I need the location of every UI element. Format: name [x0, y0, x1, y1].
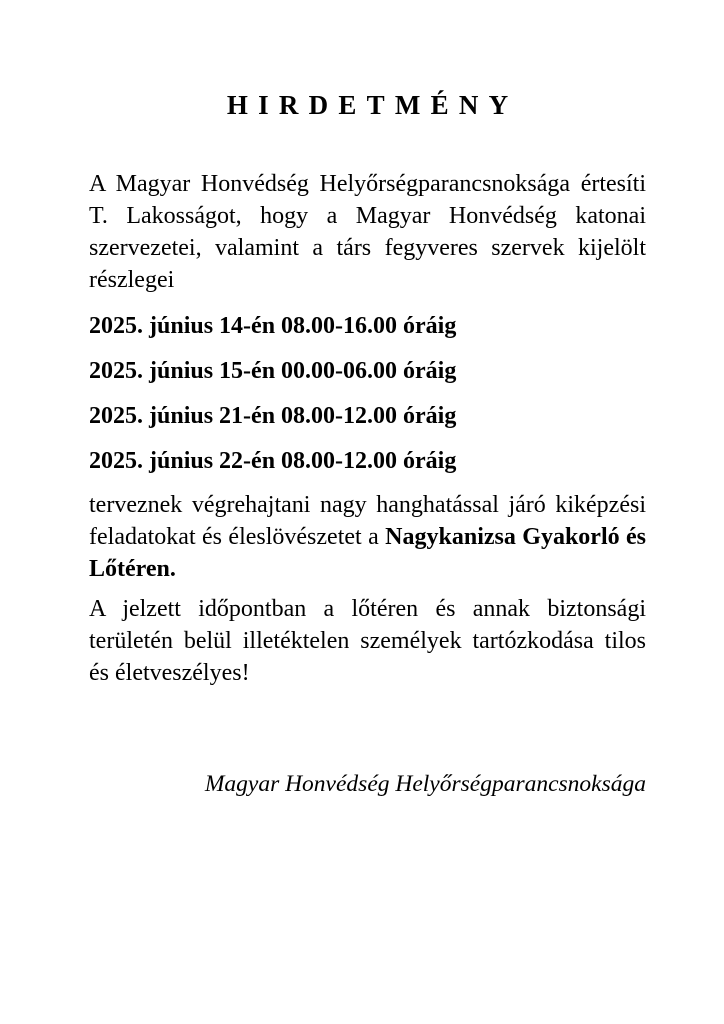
- activity-paragraph-location: Nagykanizsa Gyakorló és Lőtéren.: [89, 524, 647, 583]
- intro-paragraph: A Magyar Honvédség Helyőrségparancsnoksága értesíti T. Lakosságot, hogy a Magyar Honvédség katonai szervezetei, valamint a társ fegyveres szervek kijelölt részlegei: [89, 171, 646, 294]
- schedule-line: 2025. június 14-én 08.00-16.00 óráig: [89, 313, 457, 340]
- document-title: HIRDETMÉNY: [226, 90, 519, 120]
- schedule-line: 2025. június 15-én 00.00-06.00 óráig: [89, 358, 457, 385]
- schedule-list: [89, 310, 646, 477]
- schedule-line: 2025. június 22-én 08.00-12.00 óráig: [89, 448, 457, 475]
- activity-paragraph-lead: terveznek végrehajtani nagy hanghatással járó kiképzési feladatokat és éleslövészetet a: [89, 492, 646, 551]
- signature-line: Magyar Honvédség Helyőrségparancsnoksága: [204, 771, 646, 798]
- warning-paragraph: A jelzett időpontban a lőtéren és annak biztonsági területén belül illetéktelen személyek tartózkodása tilos és életveszélyes!: [89, 596, 646, 687]
- activity-paragraph: [89, 489, 646, 585]
- schedule-line: 2025. június 21-én 08.00-12.00 óráig: [89, 403, 457, 430]
